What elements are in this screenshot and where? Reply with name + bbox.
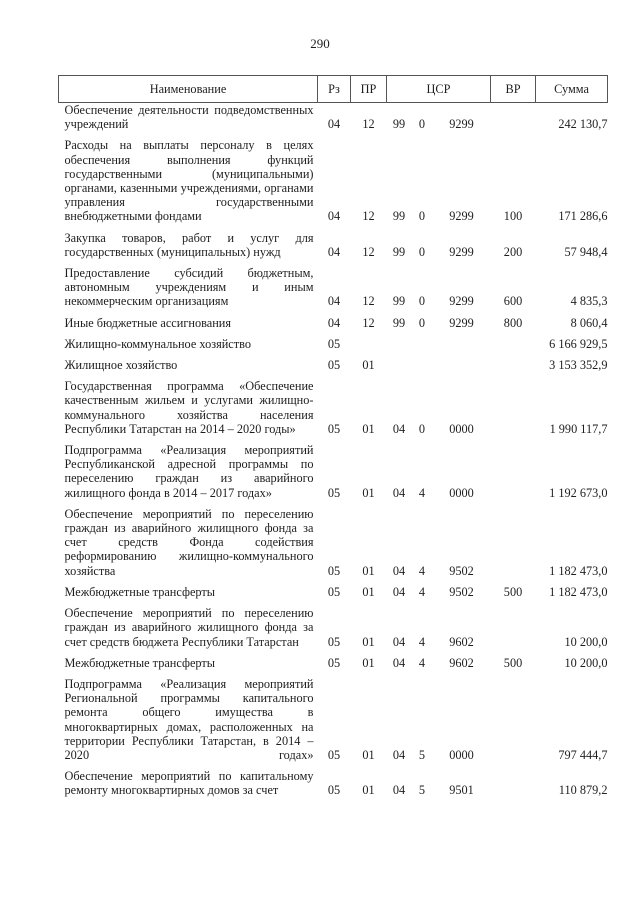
row-csr-subprogram: 0 xyxy=(418,294,426,309)
table-row xyxy=(59,351,608,372)
row-pr: 01 xyxy=(362,358,375,373)
row-csr-program: 99 xyxy=(392,315,406,330)
row-name: Обеспечение мероприятий по переселению граждан из аварийного жилищного фонда за счет средств Фонда содействия реформированию жилищно-коммунального хозяйства xyxy=(64,506,314,578)
column-header-sum: Сумма xyxy=(536,76,608,103)
row-csr-direction: 0000 xyxy=(449,747,474,762)
row-csr-subprogram: 4 xyxy=(418,584,426,599)
row-sum: 1 990 117,7 xyxy=(549,421,608,436)
row-pr: 01 xyxy=(362,783,375,798)
row-csr-direction: 9502 xyxy=(449,584,474,599)
row-rz: 05 xyxy=(327,336,341,351)
row-csr-program: 04 xyxy=(392,563,406,578)
column-header-vr: ВР xyxy=(491,76,536,103)
table-header-row xyxy=(59,76,608,103)
row-name: Межбюджетные трансферты xyxy=(64,655,216,670)
row-vr: 200 xyxy=(503,244,523,259)
table-row xyxy=(59,500,608,578)
table-row xyxy=(59,372,608,436)
row-name: Подпрограмма «Реализация мероприятий Республиканской адресной программы по переселению граждан из аварийного жилищного фонда в 2014 – 2017 годах» xyxy=(64,443,314,500)
row-name: Жилищно-коммунальное хозяйство xyxy=(64,336,252,351)
row-sum: 110 879,2 xyxy=(558,783,608,798)
row-csr-direction: 9502 xyxy=(449,563,474,578)
table-row xyxy=(59,649,608,670)
row-name: Расходы на выплаты персоналу в целях обеспечения выполнения функций государственными (муниципальными) органами, казенными учреждениями, органами управления государственными внебюджетными фондами xyxy=(64,138,314,224)
row-csr-subprogram: 4 xyxy=(418,655,426,670)
row-pr: 12 xyxy=(362,117,375,132)
row-rz: 05 xyxy=(327,783,341,798)
row-pr: 01 xyxy=(362,485,375,500)
row-sum: 242 130,7 xyxy=(558,117,608,132)
row-name: Обеспечение деятельности подведомственных учреждений xyxy=(64,103,314,132)
row-csr-subprogram: 4 xyxy=(418,563,426,578)
row-name: Межбюджетные трансферты xyxy=(64,584,216,599)
row-csr-direction: 9602 xyxy=(449,655,474,670)
row-csr-subprogram: 0 xyxy=(418,244,426,259)
row-name: Предоставление субсидий бюджетным, автономным учреждениям и иным некоммерческим организациям xyxy=(64,266,314,309)
row-csr-direction: 0000 xyxy=(449,485,474,500)
row-rz: 04 xyxy=(327,294,341,309)
row-rz: 04 xyxy=(327,244,341,259)
row-vr xyxy=(491,670,536,762)
row-csr-direction: 9501 xyxy=(449,783,474,798)
row-rz: 05 xyxy=(327,747,341,762)
row-csr-direction: 0000 xyxy=(449,421,474,436)
row-pr: 01 xyxy=(362,655,375,670)
row-rz: 05 xyxy=(327,358,341,373)
row-csr-subprogram xyxy=(412,351,433,372)
row-vr xyxy=(491,103,536,132)
row-csr-subprogram: 5 xyxy=(418,783,426,798)
row-sum: 797 444,7 xyxy=(558,747,608,762)
column-header-pr: ПР xyxy=(351,76,387,103)
table-row xyxy=(59,224,608,259)
row-csr-subprogram: 0 xyxy=(418,209,426,224)
row-sum: 10 200,0 xyxy=(564,655,608,670)
row-sum: 6 166 929,5 xyxy=(549,336,608,351)
row-pr xyxy=(351,330,387,351)
row-name: Обеспечение мероприятий по капитальному ремонту многоквартирных домов за счет xyxy=(64,769,314,798)
row-rz: 05 xyxy=(327,584,341,599)
row-sum: 1 182 473,0 xyxy=(549,584,608,599)
row-csr-program: 99 xyxy=(392,209,406,224)
row-csr-subprogram xyxy=(412,330,433,351)
row-vr xyxy=(491,599,536,649)
row-pr: 12 xyxy=(362,244,375,259)
row-pr: 01 xyxy=(362,747,375,762)
row-csr-direction xyxy=(433,330,491,351)
row-sum: 57 948,4 xyxy=(564,244,608,259)
row-csr-program: 04 xyxy=(392,421,406,436)
row-rz: 05 xyxy=(327,421,341,436)
row-csr-program: 99 xyxy=(392,294,406,309)
row-csr-direction: 9299 xyxy=(449,244,474,259)
row-csr-direction: 9299 xyxy=(449,294,474,309)
row-rz: 05 xyxy=(327,485,341,500)
row-csr-direction: 9299 xyxy=(449,209,474,224)
row-pr: 12 xyxy=(362,294,375,309)
row-vr: 100 xyxy=(503,209,523,224)
row-pr: 01 xyxy=(362,584,375,599)
table-row xyxy=(59,309,608,330)
row-sum: 171 286,6 xyxy=(558,209,608,224)
row-name: Подпрограмма «Реализация мероприятий Региональной программы капитального ремонта общего имущества в многоквартирных домах, расположенных на территории Республики Татарстан, в 2014 – 2020 годах» xyxy=(64,676,314,762)
row-pr: 01 xyxy=(362,634,375,649)
row-csr-direction: 9602 xyxy=(449,634,474,649)
row-rz: 04 xyxy=(327,315,341,330)
row-sum: 3 153 352,9 xyxy=(549,358,608,373)
row-name: Иные бюджетные ассигнования xyxy=(64,315,232,330)
row-vr xyxy=(491,762,536,797)
row-sum: 4 835,3 xyxy=(570,294,608,309)
budget-table xyxy=(58,75,608,798)
row-pr: 12 xyxy=(362,209,375,224)
row-csr-subprogram: 0 xyxy=(418,117,426,132)
row-vr: 800 xyxy=(503,315,523,330)
row-sum: 1 192 673,0 xyxy=(549,485,608,500)
row-sum: 1 182 473,0 xyxy=(549,563,608,578)
row-csr-program xyxy=(387,330,412,351)
row-vr xyxy=(491,351,536,372)
row-rz: 05 xyxy=(327,634,341,649)
row-csr-program: 04 xyxy=(392,634,406,649)
row-vr: 500 xyxy=(503,655,523,670)
table-row xyxy=(59,599,608,649)
row-name: Государственная программа «Обеспечение качественным жильем и услугами жилищно-коммунального хозяйства населения Республики Татарстан на 2014 – 2020 годы» xyxy=(64,379,314,436)
table-row xyxy=(59,670,608,762)
table-row xyxy=(59,330,608,351)
row-csr-program: 99 xyxy=(392,244,406,259)
table-row xyxy=(59,103,608,132)
table-row xyxy=(59,578,608,599)
row-name: Закупка товаров, работ и услуг для государственных (муниципальных) нужд xyxy=(64,230,314,259)
table-row xyxy=(59,131,608,223)
row-csr-direction: 9299 xyxy=(449,315,474,330)
row-csr-direction xyxy=(433,351,491,372)
row-csr-program: 99 xyxy=(392,117,406,132)
page-number: 290 xyxy=(310,36,330,51)
row-pr: 01 xyxy=(362,421,375,436)
row-csr-program: 04 xyxy=(392,747,406,762)
row-csr-direction: 9299 xyxy=(449,117,474,132)
row-rz: 04 xyxy=(327,209,341,224)
row-vr xyxy=(491,330,536,351)
row-vr: 600 xyxy=(503,294,523,309)
table-row xyxy=(59,762,608,797)
row-rz: 05 xyxy=(327,655,341,670)
row-vr xyxy=(491,500,536,578)
row-pr: 12 xyxy=(362,315,375,330)
row-csr-program: 04 xyxy=(392,584,406,599)
row-vr: 500 xyxy=(503,584,523,599)
row-csr-subprogram: 0 xyxy=(418,421,426,436)
table-row xyxy=(59,259,608,309)
row-vr xyxy=(491,372,536,436)
row-rz: 05 xyxy=(327,563,341,578)
row-rz: 04 xyxy=(327,117,341,132)
row-pr: 01 xyxy=(362,563,375,578)
row-csr-subprogram: 0 xyxy=(418,315,426,330)
column-header-rz: Рз xyxy=(318,76,351,103)
row-csr-subprogram: 4 xyxy=(418,634,426,649)
row-vr xyxy=(491,436,536,500)
row-name: Обеспечение мероприятий по переселению граждан из аварийного жилищного фонда за счет средств бюджета Республики Татарстан xyxy=(64,606,314,649)
row-csr-program: 04 xyxy=(392,655,406,670)
row-csr-program: 04 xyxy=(392,485,406,500)
column-header-csr: ЦСР xyxy=(387,76,491,103)
row-csr-program xyxy=(387,351,412,372)
row-csr-subprogram: 4 xyxy=(418,485,426,500)
row-sum: 10 200,0 xyxy=(564,634,608,649)
column-header-name: Наименование xyxy=(59,76,318,103)
row-sum: 8 060,4 xyxy=(570,315,608,330)
row-csr-program: 04 xyxy=(392,783,406,798)
row-csr-subprogram: 5 xyxy=(418,747,426,762)
row-name: Жилищное хозяйство xyxy=(64,358,178,373)
table-row xyxy=(59,436,608,500)
